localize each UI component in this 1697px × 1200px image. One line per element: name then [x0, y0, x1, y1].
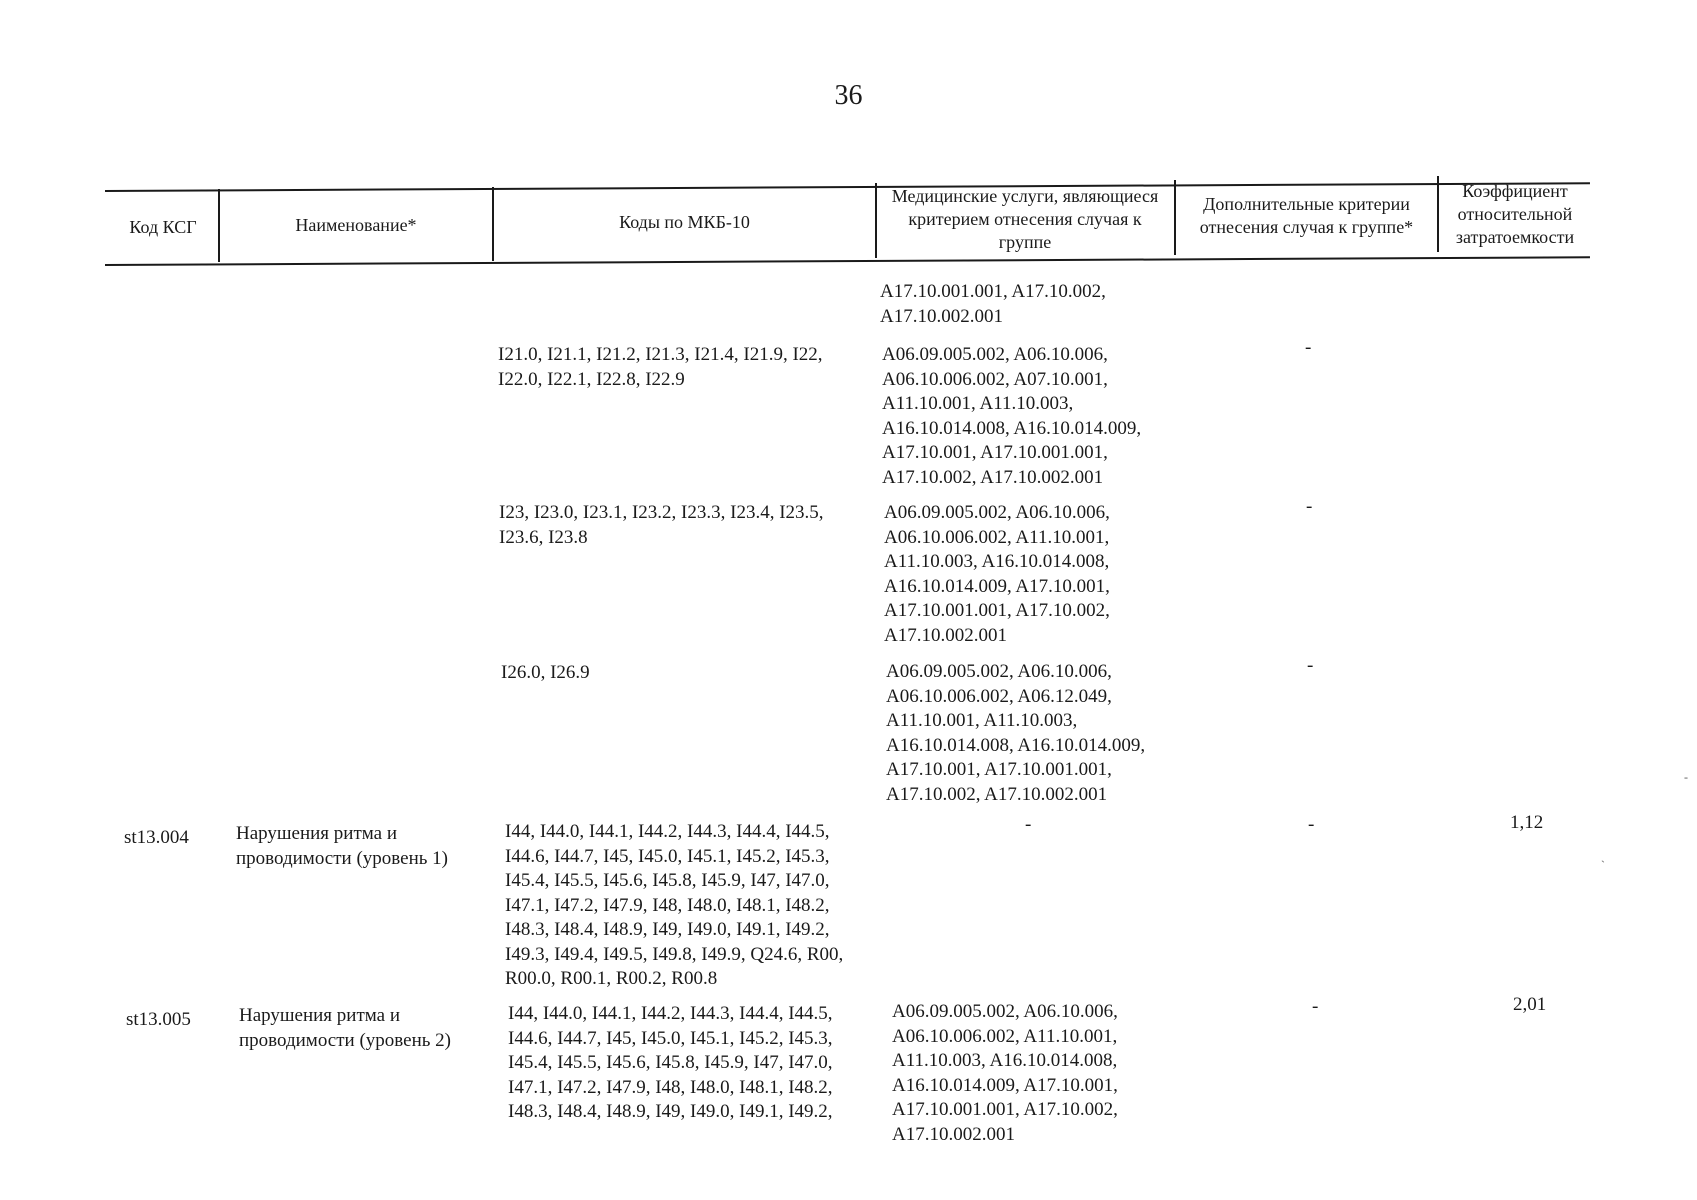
- table-row-code: st13.005: [126, 1009, 191, 1030]
- table-row-icd: I26.0, I26.9: [501, 662, 590, 683]
- table-row-icd: I44, I44.0, I44.1, I44.2, I44.3, I44.4, I44.5, I44.6, I44.7, I45, I45.0, I45.1, I45.2, I45.3, I45.4, I45.5, I45.6, I45.8, I45.9, I47, I47.0, I47.1, I47.2, I47.9, I48, I48.0, I48.1, I48.2, I48.3, I48.4, I48.9, I49, I49.0, I49.1, I49.2, I49.3, I49.4, I49.5, I49.8, I49.9, Q24.6, R00, R00.0, R00.1, R00.2, R00.8: [505, 821, 844, 989]
- header-coefficient: Коэффициент относительной затратоемкости: [1455, 180, 1575, 247]
- table-row-additional: -: [1312, 996, 1319, 1017]
- table-row-coefficient: 2,01: [1513, 994, 1547, 1015]
- header-additional: Дополнительные критерии отнесения случая к группе*: [1199, 194, 1414, 237]
- table-row-services: A06.09.005.002, A06.10.006, A06.10.006.002, A11.10.001, A11.10.003, A16.10.014.008, A16.10.014.009, A17.10.001, A17.10.001.001, A17.10.002, A17.10.002.001: [892, 1001, 1118, 1145]
- header-icd: Коды по МКБ-10: [619, 212, 750, 232]
- header-code: Код КСГ: [129, 217, 197, 237]
- table-row-services: -: [1025, 814, 1032, 835]
- header-divider-5: [1437, 176, 1439, 252]
- table-row-services: A17.10.001.001, A17.10.002, A17.10.002.001: [880, 281, 1106, 327]
- table-row-additional: -: [1306, 496, 1313, 517]
- table-row-additional: -: [1305, 337, 1312, 358]
- table-row-icd: I23, I23.0, I23.1, I23.2, I23.3, I23.4, I23.5, I23.6, I23.8: [499, 502, 824, 548]
- table-row-icd: I21.0, I21.1, I21.2, I21.3, I21.4, I21.9, I22, I22.0, I22.1, I22.8, I22.9: [498, 344, 823, 390]
- table-row-name: Нарушения ритма и проводимости (уровень 2): [239, 1005, 451, 1051]
- header-services: Медицинские услуги, являющиеся критерием отнесения случая к группе: [891, 185, 1159, 252]
- header-divider-1: [218, 189, 220, 262]
- table-row-services: A06.09.005.002, A06.10.006, A06.10.006.002, A11.10.001, A11.10.003, A16.10.014.008, A16.10.014.009, A17.10.001, A17.10.001.001, A17.10.002, A17.10.002.001: [884, 502, 1110, 646]
- table-row-additional: -: [1308, 814, 1315, 835]
- table-row-additional: -: [1307, 655, 1314, 676]
- header-divider-2: [492, 187, 494, 261]
- header-divider-4: [1174, 180, 1176, 255]
- scan-speck: `: [1601, 858, 1605, 872]
- table-row-code: st13.004: [124, 827, 189, 848]
- table-row-services: A06.09.005.002, A06.10.006, A06.10.006.002, A07.10.001, A11.10.001, A11.10.003, A16.10.014.008, A16.10.014.009, A17.10.001, A17.10.001.001, A17.10.002, A17.10.002.001: [882, 344, 1142, 488]
- scan-speck: -: [1684, 770, 1688, 784]
- header-divider-3: [875, 183, 877, 258]
- table-row-services: A06.09.005.002, A06.10.006, A06.10.006.002, A06.12.049, A11.10.001, A11.10.003, A16.10.014.008, A16.10.014.009, A17.10.001, A17.10.001.001, A17.10.002, A17.10.002.001: [886, 661, 1146, 805]
- table-row-name: Нарушения ритма и проводимости (уровень 1): [236, 823, 448, 869]
- table-row-coefficient: 1,12: [1510, 812, 1544, 833]
- table-row-icd: I44, I44.0, I44.1, I44.2, I44.3, I44.4, I44.5, I44.6, I44.7, I45, I45.0, I45.1, I45.2, I45.3, I45.4, I45.5, I45.6, I45.8, I45.9, I47, I47.0, I47.1, I47.2, I47.9, I48, I48.0, I48.1, I48.2, I48.3, I48.4, I48.9, I49, I49.0, I49.1, I49.2,: [508, 1003, 833, 1122]
- header-name: Наименование*: [295, 215, 417, 235]
- page-number: 36: [834, 80, 863, 111]
